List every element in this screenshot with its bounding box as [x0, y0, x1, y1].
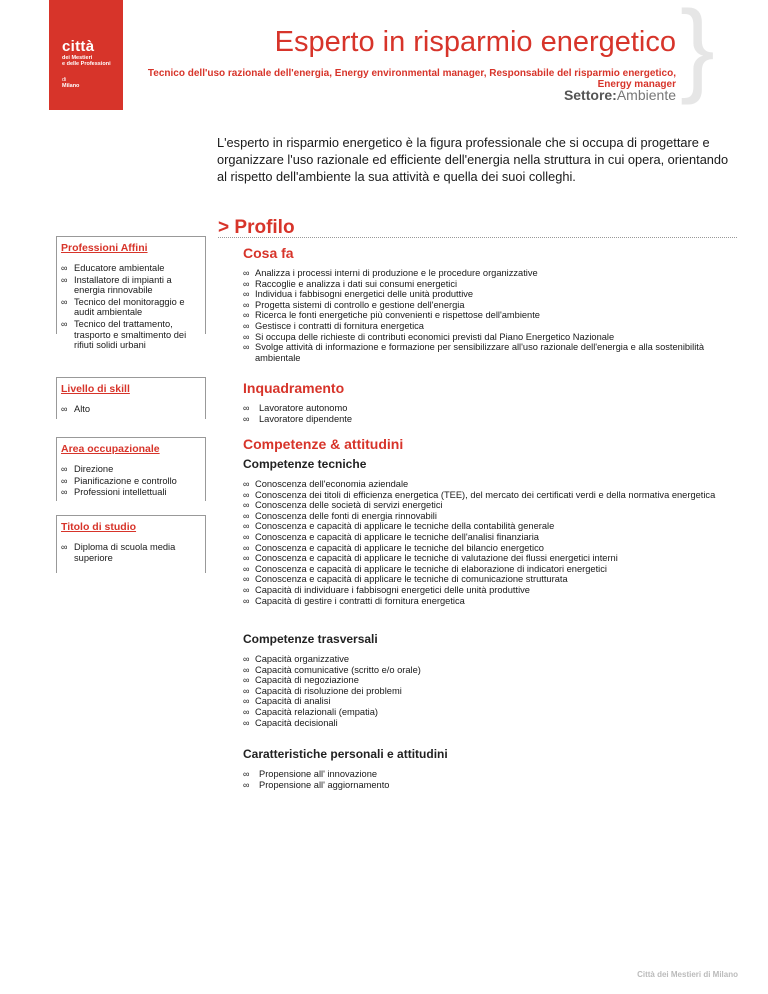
list-item: ∞ Capacità di risoluzione dei problemi [243, 686, 733, 697]
logo [49, 0, 123, 110]
list-item: ∞ Individua i fabbisogni energetici delle unità produttive [243, 289, 733, 300]
section-inquadramento [243, 380, 733, 424]
heading-marker: > [218, 217, 230, 238]
subsection-title: Competenze tecniche [243, 457, 367, 471]
section-heading-profilo [218, 217, 737, 238]
list-item: ∞ Svolge attività di informazione e formazione per sensibilizzare all'uso razionale dell'energia e alla sostenibilità ambientale [243, 342, 733, 363]
list-item: ∞ Raccoglie e analizza i dati sui consumi energetici [243, 279, 733, 290]
box-title: Area occupazionale [61, 443, 160, 455]
page-title: Esperto in risparmio energetico [274, 26, 676, 58]
list-item: ∞ Tecnico del monitoraggio e audit ambientale [61, 297, 201, 318]
list-item: ∞ Conoscenza e capacità di applicare le tecniche di elaborazione di indicatori energetici [243, 564, 733, 575]
sidebar-box-professioni-affini [56, 236, 206, 351]
list-item: ∞ Conoscenza dell'economia aziendale [243, 479, 733, 490]
competenze-trasversali-list [243, 654, 733, 728]
list-item: ∞ Conoscenza delle fonti di energia rinnovabili [243, 511, 733, 522]
list-item: ∞ Capacità di individuare i fabbisogni energetici delle unità produttive [243, 585, 733, 596]
list-item: ∞ Professioni intellettuali [61, 487, 201, 498]
list-item: ∞ Capacità organizzative [243, 654, 733, 665]
alternative-titles: Tecnico dell'uso razionale dell'energia, Energy environmental manager, Responsabile del risparmio energetico, Energy manager [147, 68, 676, 90]
list-item: ∞ Analizza i processi interni di produzione e le procedure organizzative [243, 268, 733, 279]
cosa-fa-list [243, 268, 733, 363]
logo-line-2: dei Mestieri e delle Professioni [62, 55, 111, 67]
list-item: ∞ Direzione [61, 464, 201, 475]
titolo-list [61, 542, 201, 563]
list-item: ∞ Conoscenza e capacità di applicare le tecniche della contabilità generale [243, 521, 733, 532]
list-item: ∞ Conoscenza dei titoli di efficienza energetica (TEE), del mercato dei certificati verdi e della normativa energetica [243, 490, 733, 501]
list-item: ∞ Capacità di gestire i contratti di fornitura energetica [243, 596, 733, 607]
list-item: ∞ Diploma di scuola media superiore [61, 542, 201, 563]
list-item: ∞ Capacità decisionali [243, 718, 733, 729]
list-item: ∞ Alto [61, 404, 201, 415]
list-item: ∞ Lavoratore autonomo [243, 403, 733, 414]
list-item: ∞ Gestisce i contratti di fornitura energetica [243, 321, 733, 332]
box-title: Professioni Affini [61, 242, 148, 254]
section-competenze [243, 436, 733, 452]
list-item: ∞ Si occupa delle richieste di contributi economici previsti dal Piano Energetico Nazionale [243, 332, 733, 343]
list-item: ∞ Educatore ambientale [61, 263, 201, 274]
subsection-title: Competenze trasversali [243, 632, 378, 646]
area-list [61, 464, 201, 498]
list-item: ∞ Conoscenza e capacità di applicare le tecniche di valutazione dei flussi energetici interni [243, 553, 733, 564]
box-title: Titolo di studio [61, 521, 137, 533]
list-item: ∞ Pianificazione e controllo [61, 476, 201, 487]
subsection-title: Caratteristiche personali e attitudini [243, 747, 448, 761]
caratteristiche-list [243, 769, 733, 790]
subsection-caratteristiche [243, 747, 733, 790]
sidebar-box-titolo-studio [56, 515, 206, 573]
decorative-brace: } [680, 0, 715, 106]
list-item: ∞ Propensione all' innovazione [243, 769, 733, 780]
intro-paragraph: L'esperto in risparmio energetico è la figura professionale che si occupa di progettare e organizzare l'uso razionale ed efficiente dell'energia nella struttura in cui opera, orientando al rispetto dell'ambiente la sua attività e quella dei suoi colleghi. [217, 135, 729, 184]
sidebar-box-livello-skill [56, 377, 206, 419]
sector-label: Settore:Ambiente [563, 87, 676, 103]
list-item: ∞ Lavoratore dipendente [243, 414, 733, 425]
logo-line-3: di Milano [62, 77, 80, 89]
section-title: Inquadramento [243, 380, 345, 396]
heading-text: Profilo [234, 217, 295, 238]
list-item: ∞ Conoscenza delle società di servizi energetici [243, 500, 733, 511]
section-title: Competenze & attitudini [243, 436, 404, 452]
professioni-list [61, 263, 201, 351]
list-item: ∞ Capacità relazionali (empatia) [243, 707, 733, 718]
box-title: Livello di skill [61, 383, 130, 395]
section-title: Cosa fa [243, 245, 294, 261]
subsection-competenze-tecniche [243, 457, 733, 606]
list-item: ∞ Capacità di negoziazione [243, 675, 733, 686]
logo-line-1: città [62, 38, 95, 55]
section-cosa-fa [243, 245, 733, 363]
list-item: ∞ Propensione all' aggiornamento [243, 780, 733, 791]
list-item: ∞ Conoscenza e capacità di applicare le tecniche dell'analisi finanziaria [243, 532, 733, 543]
list-item: ∞ Tecnico del trattamento, trasporto e smaltimento dei rifiuti solidi urbani [61, 319, 201, 351]
subsection-competenze-trasversali [243, 632, 733, 728]
list-item: ∞ Ricerca le fonti energetiche più convenienti e rispettose dell'ambiente [243, 310, 733, 321]
inquadramento-list [243, 403, 733, 424]
list-item: ∞ Installatore di impianti a energia rinnovabile [61, 275, 201, 296]
livello-list [61, 404, 201, 415]
list-item: ∞ Conoscenza e capacità di applicare le tecniche di comunicazione strutturata [243, 574, 733, 585]
list-item: ∞ Progetta sistemi di controllo e gestione dell'energia [243, 300, 733, 311]
competenze-tecniche-list [243, 479, 733, 606]
sidebar-box-area-occupazionale [56, 437, 206, 501]
list-item: ∞ Capacità di analisi [243, 696, 733, 707]
list-item: ∞ Conoscenza e capacità di applicare le tecniche del bilancio energetico [243, 543, 733, 554]
footer-credit: Città dei Mestieri di Milano [637, 970, 738, 979]
list-item: ∞ Capacità comunicative (scritto e/o orale) [243, 665, 733, 676]
